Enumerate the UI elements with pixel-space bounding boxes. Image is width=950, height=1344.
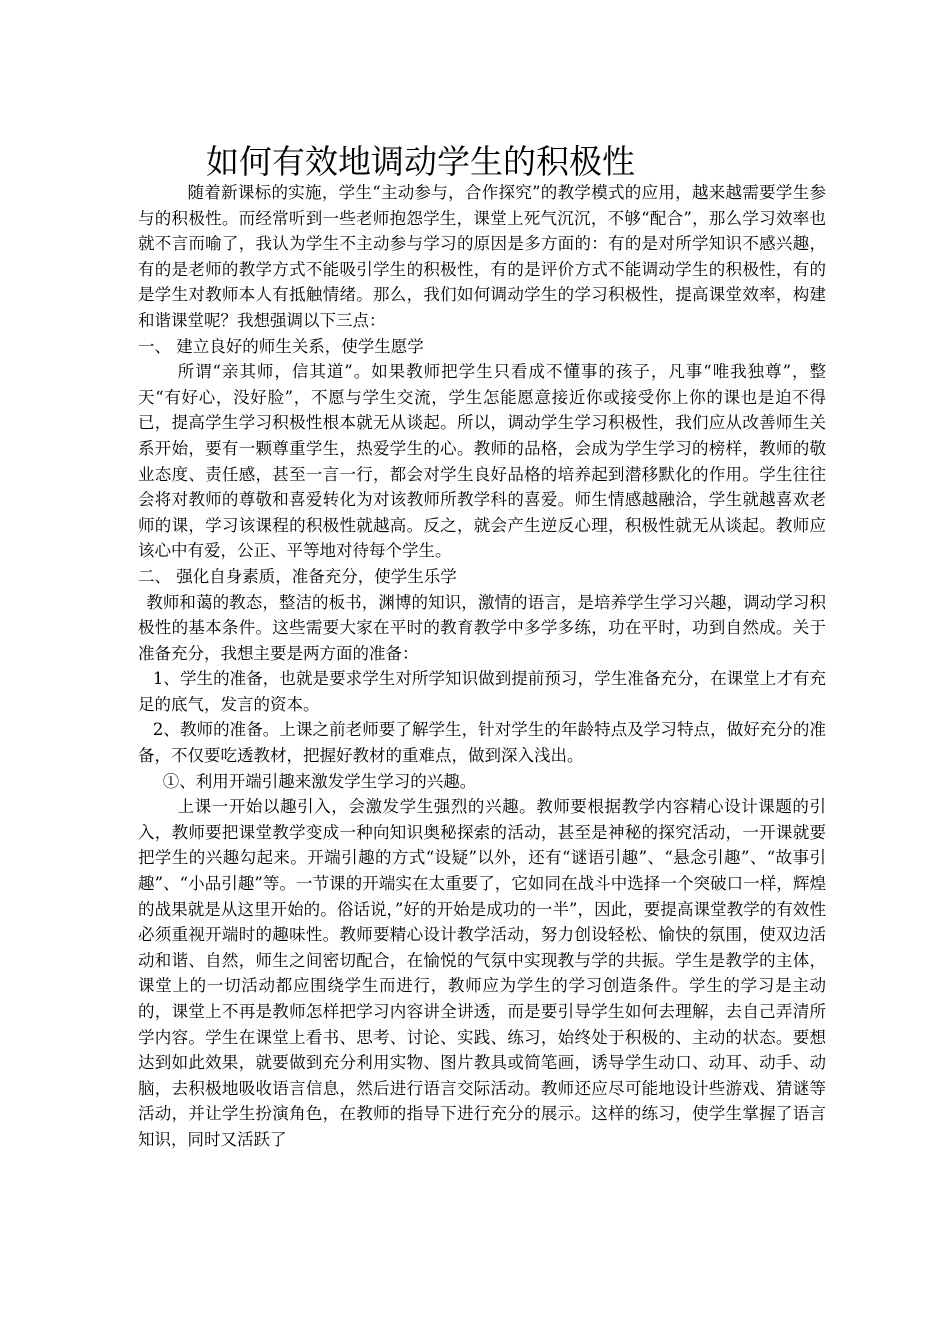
intro-paragraph: 随着新课标的实施，学生“主动参与，合作探究”的教学模式的应用，越来越需要学生参与的积极性。而经常听到一些老师抱怨学生，课堂上死气沉沉，不够“配合”，那么学习效率也就不言而喻了，我认为学生不主动参与学习的原因是多方面的：有的是对所学知识不感兴趣，有的是老师的教学方式不能吸引学生的积极性，有的是评价方式不能调动学生的积极性，有的是学生对教师本人有抵触情绪。那么，我们如何调动学生的学习积极性，提高课堂效率，构建和谐课堂呢？我想强调以下三点： bbox=[138, 183, 826, 330]
subsection-paragraph: 上课一开始以趣引入，会激发学生强烈的兴趣。教师要根据教学内容精心设计课题的引入，教师要把课堂教学变成一种向知识奥秘探索的活动，甚至是神秘的探究活动，一开课就要把学生的兴趣勾起来。开端引趣的方式“设疑”以外，还有“谜语引趣”、“悬念引趣”、“故事引趣”、“小品引趣”等。一节课的开端实在太重要了，它如同在战斗中选择一个突破口一样，辉煌的战果就是从这里开始的。俗话说，”好的开始是成功的一半”，因此，要提高课堂教学的有效性必须重视开端时的趣味性。教师要精心设计教学活动，努力创设轻松、愉快的氛围，使双边活动和谐、自然，师生之间密切配合，在愉悦的气氛中实现教与学的共振。学生是教学的主体，课堂上的一切活动都应围绕学生而进行，教师应为学生的学习创造条件。学生的学习是主动的，课堂上不再是教师怎样把学习内容讲全讲透，而是要引导学生如何去理解，去自己弄清所学内容。学生在课堂上看书、思考、讨论、实践、练习，始终处于积极的、主动的状态。要想达到如此效果，就要做到充分利用实物、图片教具或简笔画，诱导学生动口、动耳、动手、动脑，去积极地吸收语言信息，然后进行语言交际活动。教师还应尽可能地设计些游戏、猜谜等活动，并让学生扮演角色，在教师的指导下进行充分的展示。这样的练习，使学生掌握了语言知识，同时又活跃了 bbox=[138, 797, 826, 1149]
section-heading-1: 一、 建立良好的师生关系，使学生愿学 bbox=[138, 336, 424, 356]
document-title: 如何有效地调动学生的积极性 bbox=[206, 142, 635, 181]
section-1-paragraph: 所谓“亲其师，信其道”。如果教师把学生只看成不懂事的孩子，凡事“唯我独尊”，整天“有好心，没好脸”，不愿与学生交流，学生怎能愿意接近你或接受你上你的课也是迫不得已，提高学生学习积极性根本就无从谈起。所以，调动学生学习积极性，我们应从改善师生关系开始，要有一颗尊重学生，热爱学生的心。教师的品格，会成为学生学习的榜样，教师的敬业态度、责任感，甚至一言一行，都会对学生良好品格的培养起到潜移默化的作用。学生往往会将对教师的尊敬和喜爱转化为对该教师所教学科的喜爱。师生情感越融洽，学生就越喜欢老师的课，学习该课程的积极性就越高。反之，就会产生逆反心理，积极性就无从谈起。教师应该心中有爱，公正、平等地对待每个学生。 bbox=[138, 362, 826, 561]
section-2-paragraph: 教师和蔼的教态，整洁的板书，渊博的知识，激情的语言，是培养学生学习兴趣，调动学习积极性的基本条件。这些需要大家在平时的教育教学中多学多练，功在平时，功到自然成。关于准备充分，我想主要是两方面的准备： bbox=[138, 592, 826, 663]
list-item-1: 1、学生的准备，也就是要求学生对所学知识做到提前预习，学生准备充分，在课堂上才有充足的底气，发言的资本。 bbox=[138, 669, 826, 714]
list-item-2: 2、教师的准备。上课之前老师要了解学生，针对学生的年龄特点及学习特点，做好充分的准备，不仅要吃透教材，把握好教材的重难点，做到深入浅出。 bbox=[138, 720, 826, 766]
subsection-heading: ①、利用开端引趣来激发学生学习的兴趣。 bbox=[162, 771, 477, 791]
document-body bbox=[138, 180, 826, 1153]
section-heading-2: 二、 强化自身素质，准备充分，使学生乐学 bbox=[138, 566, 457, 586]
